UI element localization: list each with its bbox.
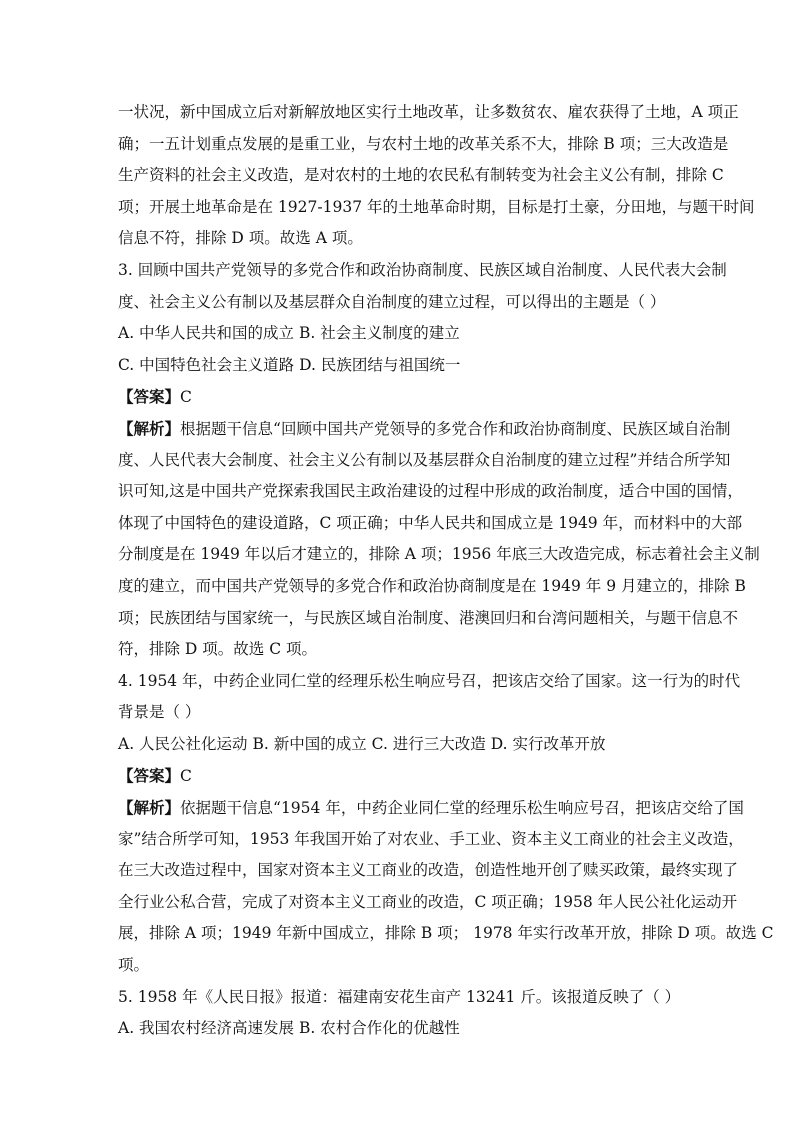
line-text: 4. 1954 年，中药企业同仁堂的经理乐松生响应号召，把该店交给了国家。这一行为的时代 <box>118 671 741 690</box>
line-text: 根据题干信息“回顾中国共产党领导的多党合作和政治协商制度、民族区域自治制 <box>180 419 731 438</box>
text-line <box>118 445 731 477</box>
line-text: C <box>180 388 192 407</box>
line-text: 确；一五计划重点发展的是重工业，与农村土地的改革关系不大，排除 B 项；三大改造是 <box>118 134 729 153</box>
line-text: 家”结合所学可知，1953 年我国开始了对农业、手工业、资本主义工商业的社会主义改造， <box>118 829 744 848</box>
line-text: 项；开展土地革命是在 1927-1937 年的土地革命时期，目标是打土豪，分田地，与题干时间 <box>118 197 755 216</box>
text-line <box>118 381 678 413</box>
section-tag: 【答案】 <box>118 766 181 786</box>
line-text: 体现了中国特色的建设道路，C 项正确；中华人民共和国成立是 1949 年，而材料中的大部 <box>118 513 743 532</box>
line-text: 生产资料的社会主义改造，是对农村的土地的农民私有制转变为社会主义公有制，排除 C <box>118 166 724 185</box>
text-line <box>118 792 744 824</box>
text-line <box>118 508 743 540</box>
text-line <box>118 318 678 350</box>
text-line <box>118 571 746 603</box>
line-text: 项。 <box>118 956 150 975</box>
text-line <box>118 350 678 382</box>
line-text: 度的建立，而中国共产党领导的多党合作和政治协商制度是在 1949 年 9 月建立的，排除 B <box>118 576 746 595</box>
text-line <box>118 918 774 950</box>
line-text: A. 人民公社化运动 B. 新中国的成立 C. 进行三大改造 D. 实行改革开放 <box>118 734 606 753</box>
text-line <box>118 255 727 287</box>
text-line <box>118 887 738 919</box>
line-text: 依据题干信息“1954 年，中药企业同仁堂的经理乐松生响应号召，把该店交给了国 <box>180 799 744 818</box>
text-line <box>118 287 678 319</box>
text-line <box>118 539 760 571</box>
line-text: 3. 回顾中国共产党领导的多党合作和政治协商制度、民族区域自治制度、人民代表大会制 <box>118 260 727 279</box>
line-text: 识可知,这是中国共产党探索我国民主政治建设的过程中形成的政治制度，适合中国的国情， <box>118 482 743 501</box>
text-line <box>118 603 739 635</box>
text-line <box>118 1013 678 1045</box>
text-line <box>118 634 678 666</box>
line-text: C. 中国特色社会主义道路 D. 民族团结与祖国统一 <box>118 355 461 374</box>
line-text: 背景是（ ） <box>118 703 201 722</box>
line-text: 全行业公私合营，完成了对资本主义工商业的改造，C 项正确；1958 年人民公社化运动开 <box>118 892 738 911</box>
text-line <box>118 476 743 508</box>
line-text: 在三大改造过程中，国家对资本主义工商业的改造，创造性地开创了赎买政策，最终实现了 <box>118 861 739 880</box>
text-line <box>118 160 724 192</box>
line-text: 展，排除 A 项；1949 年新中国成立，排除 B 项； 1978 年实行改革开放，排除 D 项。故选 C <box>118 924 774 943</box>
line-text: 一状况，新中国成立后对新解放地区实行土地改革，让多数贫农、雇农获得了土地，A 项正 <box>118 103 739 121</box>
text-line <box>118 666 741 698</box>
line-text: C <box>180 767 192 786</box>
line-text: A. 中华人民共和国的成立 B. 社会主义制度的建立 <box>118 324 460 343</box>
line-text: 项；民族团结与国家统一，与民族区域自治制度、港澳回归和台湾问题相关，与题干信息不 <box>118 608 739 627</box>
line-text: 信息不符，排除 D 项。故选 A 项。 <box>118 229 363 248</box>
text-line <box>118 729 678 761</box>
text-line <box>118 97 739 129</box>
text-line <box>118 855 739 887</box>
text-line <box>118 223 678 255</box>
text-line <box>118 950 678 982</box>
text-line <box>118 192 755 224</box>
line-text: 度、社会主义公有制以及基层群众自治制度的建立过程，可以得出的主题是（ ） <box>118 292 666 311</box>
line-text: 分制度是在 1949 年以后才建立的，排除 A 项；1956 年底三大改造完成，标志着社会主义制 <box>118 545 760 564</box>
section-tag: 【答案】 <box>118 387 181 407</box>
line-text: 度、人民代表大会制度、社会主义公有制以及基层群众自治制度的建立过程”并结合所学知 <box>118 450 731 469</box>
text-line <box>118 413 731 445</box>
text-line <box>118 982 681 1014</box>
line-text: 5. 1958 年《人民日报》报道：福建南安花生亩产 13241 斤。该报道反映了（ ） <box>118 987 681 1006</box>
document-body <box>118 97 774 1045</box>
text-line <box>118 129 729 161</box>
line-text: 符，排除 D 项。故选 C 项。 <box>118 640 317 659</box>
text-line <box>118 697 678 729</box>
section-tag: 【解析】 <box>118 798 181 818</box>
section-tag: 【解析】 <box>118 418 181 438</box>
text-line <box>118 760 678 792</box>
line-text: A. 我国农村经济高速发展 B. 农村合作化的优越性 <box>118 1019 460 1038</box>
text-line <box>118 824 744 856</box>
